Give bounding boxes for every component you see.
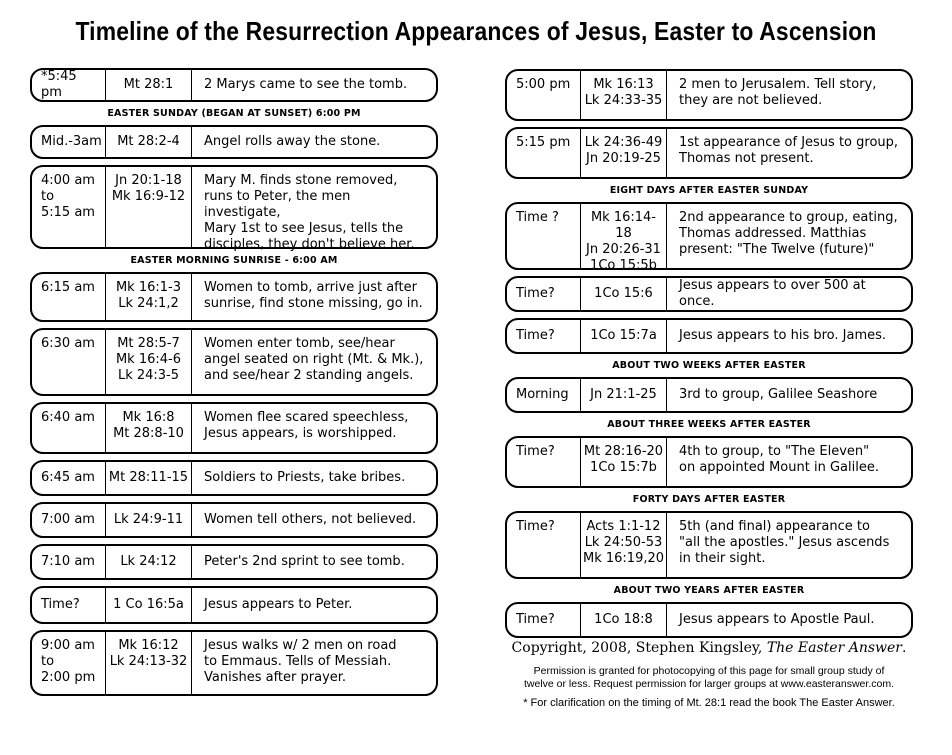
time-cell: 9:00 am to 2:00 pm (32, 632, 106, 694)
timeline-row (30, 328, 438, 396)
time-cell: Time? (507, 513, 581, 577)
event-description-cell: 4th to group, to "The Eleven" on appointed Mount in Galilee. (679, 444, 879, 475)
scripture-ref-cell: Jn 20:1-18 Mk 16:9-12 (106, 167, 192, 247)
timeline-right-column (505, 69, 913, 644)
time-cell: 6:40 am (32, 404, 106, 452)
scripture-ref-cell: Mt 28:1 (106, 70, 192, 100)
time-cell: 6:30 am (32, 330, 106, 394)
event-description-cell: Peter's 2nd sprint to see tomb. (204, 554, 405, 569)
copyright-prefix: Copyright, 2008, Stephen Kingsley, (511, 640, 767, 656)
scripture-ref-cell: Mt 28:11-15 (106, 462, 192, 494)
copyright-book-title: The Easter Answer (766, 640, 902, 656)
timeline-row (505, 511, 913, 579)
scripture-ref-cell: Acts 1:1-12 Lk 24:50-53 Mk 16:19,20 (581, 513, 667, 577)
scripture-ref-cell: Mk 16:12 Lk 24:13-32 (106, 632, 192, 694)
timeline-row (505, 318, 913, 354)
timeline-row (30, 460, 438, 496)
time-cell: Morning (507, 379, 581, 411)
section-header: EASTER SUNDAY (BEGAN AT SUNSET) 6:00 PM (107, 108, 361, 119)
scripture-ref-cell: Mk 16:8 Mt 28:8-10 (106, 404, 192, 452)
scripture-ref-cell: 1Co 15:6 (581, 278, 667, 310)
timeline-row (505, 127, 913, 179)
scripture-ref-cell: 1 Co 16:5a (106, 588, 192, 622)
scripture-ref-cell: Mk 16:1-3 Lk 24:1,2 (106, 274, 192, 320)
timeline-row (505, 436, 913, 488)
event-description-cell: Women enter tomb, see/hear angel seated on right (Mt. & Mk.), and see/hear 2 standing angels. (204, 336, 424, 383)
timeline-row (505, 69, 913, 121)
timeline-row (30, 125, 438, 159)
copyright-suffix: . (901, 640, 907, 656)
time-cell: Time? (507, 438, 581, 486)
scripture-ref-cell: Lk 24:36-49 Jn 20:19-25 (581, 129, 667, 177)
time-cell: Mid.-3am (32, 127, 106, 157)
section-header: FORTY DAYS AFTER EASTER (632, 494, 786, 505)
event-description-cell: 2 Marys came to see the tomb. (204, 77, 408, 92)
section-header: ABOUT TWO WEEKS AFTER EASTER (612, 360, 806, 371)
event-description-cell: Mary M. finds stone removed, runs to Peter, the men investigate, Mary 1st to see Jesus, tells the disciples, they don't believe her. (204, 173, 415, 252)
time-cell: 6:45 am (32, 462, 106, 494)
event-description-cell: Jesus walks w/ 2 men on road to Emmaus. Tells of Messiah. Vanishes after prayer. (204, 638, 397, 685)
scripture-ref-cell: Lk 24:12 (106, 546, 192, 578)
scripture-ref-cell: Mt 28:16-20 1Co 15:7b (581, 438, 667, 486)
time-cell: 5:00 pm (507, 71, 581, 119)
scripture-ref-cell: Mk 16:14-18 Jn 20:26-31 1Co 15:5b (581, 204, 667, 268)
event-description-cell: Jesus appears to Peter. (204, 597, 353, 612)
timeline-row (30, 68, 438, 102)
event-description-cell: 2nd appearance to group, eating, Thomas addressed. Matthias present: "The Twelve (future)" (679, 210, 898, 257)
event-description-cell: 5th (and final) appearance to "all the apostles." Jesus ascends in their sight. (679, 519, 890, 566)
event-description-cell: Women flee scared speechless, Jesus appears, is worshipped. (204, 410, 409, 441)
timeline-row (30, 402, 438, 454)
event-description-cell: Angel rolls away the stone. (204, 134, 381, 149)
time-cell: 6:15 am (32, 274, 106, 320)
timeline-row (505, 276, 913, 312)
time-cell: Time? (507, 604, 581, 636)
scripture-ref-cell: 1Co 15:7a (581, 320, 667, 352)
event-description-cell: Soldiers to Priests, take bribes. (204, 470, 406, 485)
section-header: EASTER MORNING SUNRISE - 6:00 AM (130, 255, 338, 266)
timeline-left-column (30, 68, 438, 702)
time-cell: 4:00 am to 5:15 am (32, 167, 106, 247)
section-header: ABOUT TWO YEARS AFTER EASTER (613, 585, 805, 596)
event-description-cell: Women tell others, not believed. (204, 512, 417, 527)
event-description-cell: Women to tomb, arrive just after sunrise, find stone missing, go in. (204, 280, 423, 311)
event-description-cell: 2 men to Jerusalem. Tell story, they are not believed. (679, 77, 877, 108)
page-title: Timeline of the Resurrection Appearances of Jesus, Easter to Ascension (75, 16, 877, 46)
time-cell: 7:00 am (32, 504, 106, 536)
scripture-ref-cell: Jn 21:1-25 (581, 379, 667, 411)
event-description-cell: Jesus appears to over 500 at once. (679, 278, 866, 309)
timeline-row (505, 202, 913, 273)
scripture-ref-cell: Mt 28:5-7 Mk 16:4-6 Lk 24:3-5 (106, 330, 192, 394)
timeline-row (505, 602, 913, 638)
scripture-ref-cell: Mk 16:13 Lk 24:33-35 (581, 71, 667, 119)
time-cell: Time ? (507, 204, 581, 268)
scripture-ref-cell: Mt 28:2-4 (106, 127, 192, 157)
time-cell: 7:10 am (32, 546, 106, 578)
copyright-line (505, 640, 913, 656)
event-description-cell: 1st appearance of Jesus to group, Thomas not present. (679, 135, 899, 166)
timeline-row (30, 165, 438, 252)
timeline-row (30, 272, 438, 322)
timeline-row (505, 377, 913, 413)
scripture-ref-cell: 1Co 18:8 (581, 604, 667, 636)
permission-notice: Permission is granted for photocopying of this page for small group study of twelve or less. Request permission for larger groups at www.easteranswer.com. (524, 665, 894, 690)
time-cell: Time? (507, 320, 581, 352)
time-cell: *5:45 pm (32, 70, 106, 100)
timeline-row (30, 502, 438, 538)
time-cell: 5:15 pm (507, 129, 581, 177)
timeline-row (30, 544, 438, 580)
section-header: EIGHT DAYS AFTER EASTER SUNDAY (609, 185, 809, 196)
time-cell: Time? (32, 588, 106, 622)
event-description-cell: Jesus appears to Apostle Paul. (679, 612, 875, 627)
scripture-ref-cell: Lk 24:9-11 (106, 504, 192, 536)
timeline-row (30, 586, 438, 624)
footnote: * For clarification on the timing of Mt. 28:1 read the book The Easter Answer. (523, 697, 895, 709)
time-cell: Time? (507, 278, 581, 310)
event-description-cell: 3rd to group, Galilee Seashore (679, 387, 878, 402)
timeline-row (30, 630, 438, 696)
section-header: ABOUT THREE WEEKS AFTER EASTER (607, 419, 811, 430)
event-description-cell: Jesus appears to his bro. James. (679, 328, 887, 343)
